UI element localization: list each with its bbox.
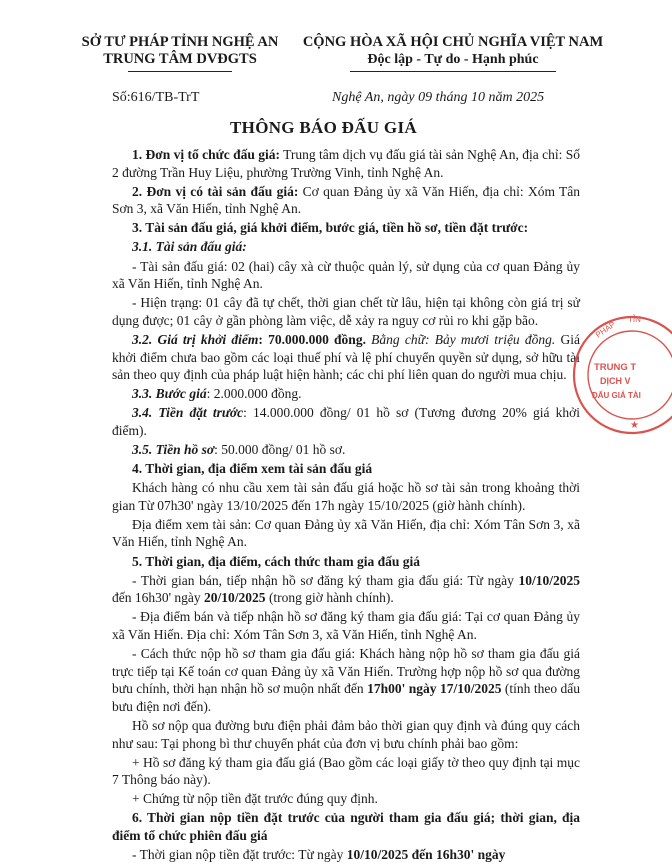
section-6-heading: 6. Thời gian nộp tiền đặt trước của người tham gia đấu giá; thời gian, địa điểm tổ chức phiên đấu giá: [112, 810, 580, 843]
stamp-line1: TRUNG T: [594, 362, 637, 373]
section-3-heading: 3. Tài sản đấu giá, giá khởi điểm, bước giá, tiền hồ sơ, tiền đặt trước:: [132, 220, 529, 236]
postal-item-1: + Hồ sơ đăng ký tham gia đấu giá (Bao gồm các loại giấy tờ theo quy định tại mục 7 Thông báo này).: [112, 754, 580, 788]
document-number: Số:616/TB-TrT: [112, 90, 200, 105]
stamp-outer-ring: [574, 317, 672, 433]
registration-time: - Thời gian bán, tiếp nhận hồ sơ đăng ký tham gia đấu giá: Từ ngày 10/10/2025 đến 16h30' ngày 20/10/2025 (trong giờ hành chính).: [112, 572, 580, 606]
postal-item-2: + Chứng từ nộp tiền đặt trước đúng quy định.: [132, 791, 378, 807]
asset-description: - Tài sản đấu giá: 02 (hai) cây xà cừ thuộc quản lý, sử dụng của cơ quan Đảng ủy xã Văn Hiến, tỉnh Nghệ An.: [112, 258, 580, 292]
price-step: 3.3. Bước giá: 2.000.000 đồng.: [132, 386, 302, 402]
motto-line1: CỘNG HÒA XÃ HỘI CHỦ NGHĨA VIỆT NAM: [302, 34, 604, 50]
stamp-line3: ĐẤU GIÁ TÀI: [592, 391, 641, 400]
org-line2: TRUNG TÂM DVĐGTS: [103, 51, 257, 67]
motto-line2: Độc lập - Tự do - Hạnh phúc: [367, 52, 539, 67]
stamp-ring-text: PHÁP: [593, 319, 618, 340]
document-body: [112, 146, 580, 865]
viewing-time: Khách hàng có nhu cầu xem tài sản đấu giá hoặc hồ sơ tài sản trong khoảng thời gian Từ 07h30' ngày 13/10/2025 đến 17h ngày 15/10/2025 (giờ hành chính).: [112, 480, 580, 513]
asset-status: - Hiện trạng: 01 cây đã tự chết, thời gian chết từ lâu, hiện tại không còn giá trị sử dụng được; 01 cây ở gần phòng làm việc, dễ xảy ra nguy cơ rủi ro khi gặp bão.: [112, 295, 580, 328]
date-line: Nghệ An, ngày 09 tháng 10 năm 2025: [332, 90, 545, 105]
deposit: 3.4. Tiền đặt trước: 14.000.000 đồng/ 01 hồ sơ (Tương đương 20% giá khởi điểm).: [112, 405, 580, 438]
org-underline: [128, 71, 232, 72]
section-5-heading: 5. Thời gian, địa điểm, cách thức tham gia đấu giá: [132, 553, 420, 569]
dossier-fee: 3.5. Tiền hồ sơ: 50.000 đồng/ 01 hồ sơ.: [132, 442, 346, 457]
document-title: THÔNG BÁO ĐẤU GIÁ: [230, 118, 417, 137]
section-4-heading: 4. Thời gian, địa điểm xem tài sản đấu giá: [132, 461, 373, 477]
submission-method: - Cách thức nộp hồ sơ tham gia đấu giá: Khách hàng nộp hồ sơ tham gia đấu giá trực tiếp tại Kế toán cơ quan Đảng ủy xã Văn Hiến. Trường hợp nộp hồ sơ qua đường bưu chính, thời hạn nhận hồ sơ muộn nhất đến 17h00' ngày 17/10/2025 (tính theo dấu bưu điện nơi đến).: [112, 646, 581, 714]
stamp-inner-ring: [588, 331, 672, 419]
section-1: 1. Đơn vị tổ chức đấu giá: Trung tâm dịch vụ đấu giá tài sản Nghệ An, địa chỉ: Số 2 đường Trần Huy Liệu, phường Trường Vinh, tỉnh Nghệ An.: [112, 147, 580, 180]
postal-requirements: Hồ sơ nộp qua đường bưu điện phải đảm bảo thời gian quy định và đúng quy cách như sau: Tại phong bì thư chuyển phát của đơn vị bưu chính phải bao gồm:: [112, 717, 580, 751]
stamp-star-icon: ★: [630, 420, 639, 431]
viewing-place: Địa điểm xem tài sản: Cơ quan Đảng ủy xã Văn Hiến, địa chỉ: Xóm Tân Sơn 3, xã Văn Hiến, tỉnh Nghệ An.: [112, 516, 580, 550]
section-2: 2. Đơn vị có tài sản đấu giá: Cơ quan Đảng ủy xã Văn Hiến, địa chỉ: Xóm Tân Sơn 3, xã Văn Hiến, tỉnh Nghệ An.: [112, 183, 580, 217]
stamp-ring-text-2: TỈN: [628, 315, 641, 324]
national-motto: [298, 34, 608, 68]
starting-price: 3.2. Giá trị khởi điểm: 70.000.000 đồng. Bằng chữ: Bảy mươi triệu đồng. Giá khởi điểm chưa bao gồm các loại thuế phí và lệ phí chuyển quyền sử dụng, sở hữu tài sản theo quy định của pháp luật hiện hành; các chi phí liên quan do người mua chịu.: [112, 331, 580, 383]
deposit-time: - Thời gian nộp tiền đặt trước: Từ ngày 10/10/2025 đến 16h30' ngày: [132, 847, 506, 863]
section-3-1-heading: 3.1. Tài sản đấu giá:: [132, 239, 247, 255]
motto-underline: [350, 71, 556, 72]
stamp-line2: DỊCH V: [600, 376, 631, 386]
official-stamp: [572, 300, 672, 450]
registration-place: - Địa điểm bán và tiếp nhận hồ sơ đăng ký tham gia đấu giá: Tại cơ quan Đảng ủy xã Văn Hiến. Địa chỉ: Xóm Tân Sơn 3, xã Văn Hiến, tỉnh Nghệ An.: [112, 609, 580, 642]
issuing-organization: [70, 34, 290, 68]
org-line1: SỞ TƯ PHÁP TỈNH NGHỆ AN: [81, 34, 279, 50]
